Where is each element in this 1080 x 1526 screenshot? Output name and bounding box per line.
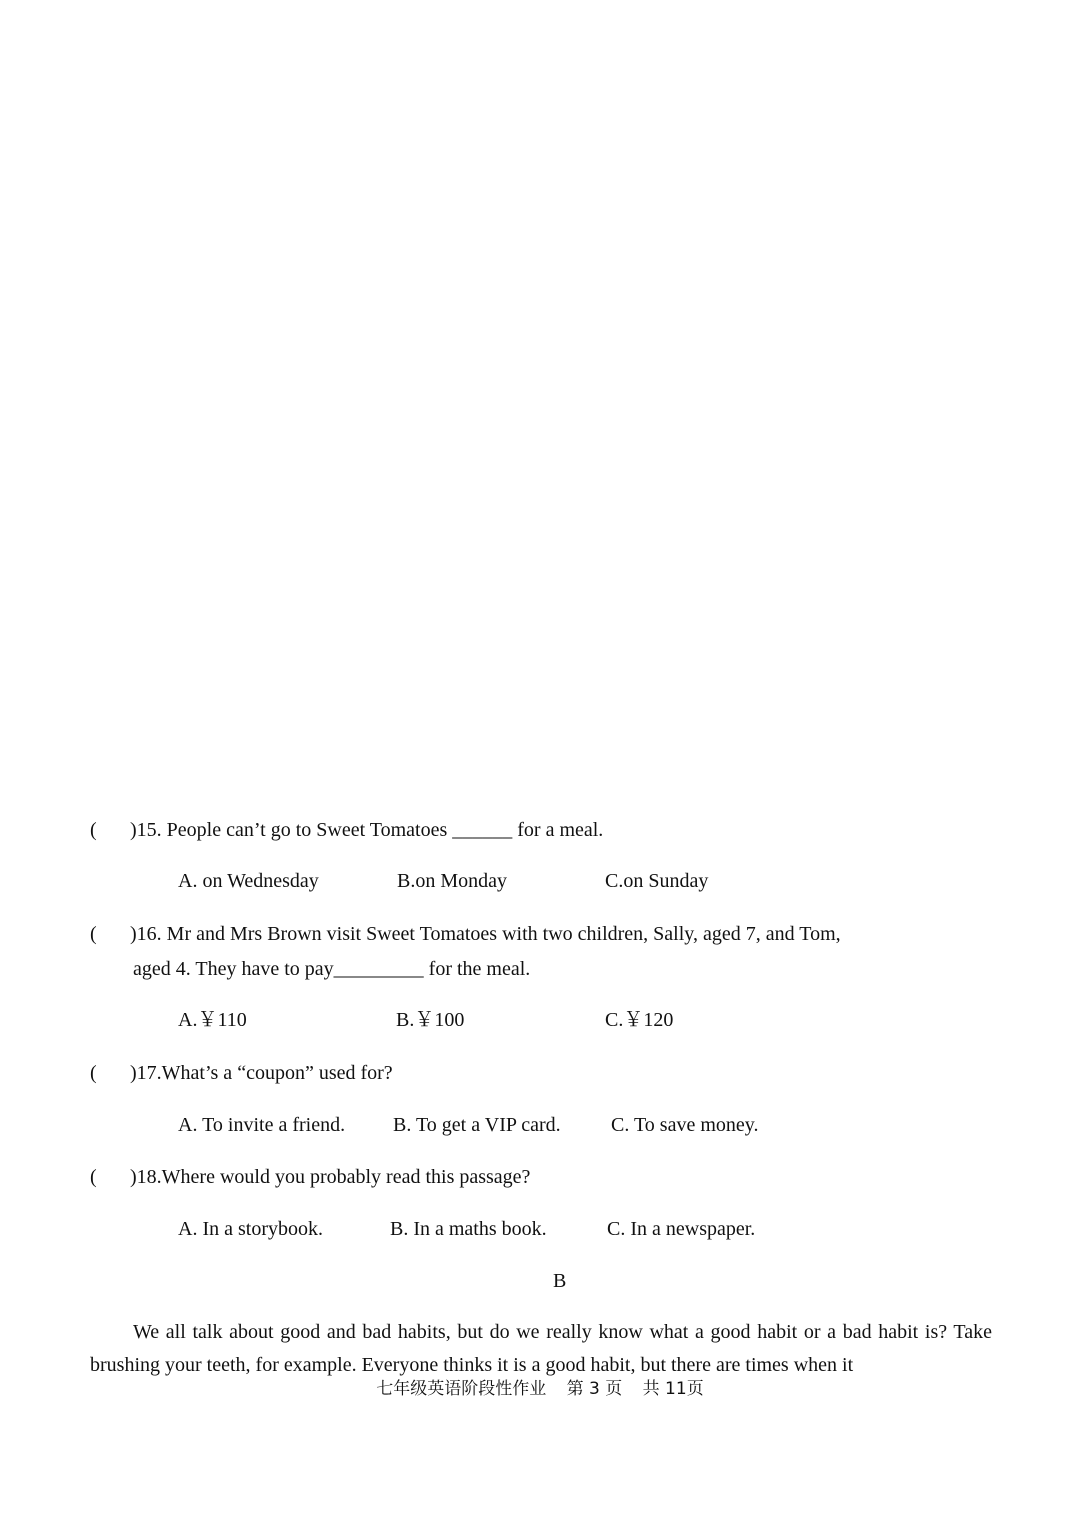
answer-bracket: ( [90, 923, 97, 945]
question-16-continuation: aged 4. They have to pay_________ for the meal. [133, 958, 531, 980]
footer-total-pages: 共 11页 [642, 1379, 704, 1399]
option-b: B.￥100 [396, 1009, 465, 1031]
option-b: B.on Monday [397, 870, 507, 892]
question-16 [90, 921, 841, 947]
section-b-paragraph: We all talk about good and bad habits, but do we really know what a good habit or a bad habit is? Take brushing your teeth, for example. Everyone thinks it is a good habit, but there are times when it [90, 1321, 992, 1376]
question-stem: )18.Where would you probably read this passage? [130, 1166, 531, 1188]
question-stem: )15. People can’t go to Sweet Tomatoes ______ for a meal. [130, 819, 604, 841]
option-c: C.￥120 [605, 1009, 674, 1031]
option-a: A. In a storybook. [178, 1218, 323, 1240]
option-b: B. To get a VIP card. [393, 1114, 561, 1136]
answer-bracket: ( [90, 819, 97, 841]
question-stem: )17.What’s a “coupon” used for? [130, 1062, 393, 1084]
answer-bracket: ( [90, 1062, 97, 1084]
section-b-title: B [553, 1270, 567, 1292]
page-footer [0, 1378, 1080, 1400]
footer-doc-title: 七年级英语阶段性作业 [376, 1379, 547, 1399]
option-c: C. In a newspaper. [607, 1218, 756, 1240]
question-stem: )16. Mr and Mrs Brown visit Sweet Tomatoes with two children, Sally, aged 7, and Tom, [130, 923, 841, 945]
option-c: C.on Sunday [605, 870, 709, 892]
option-c: C. To save money. [611, 1114, 759, 1136]
footer-page-number: 第 3 页 [566, 1379, 623, 1399]
question-17 [90, 1060, 393, 1086]
answer-bracket: ( [90, 1166, 97, 1188]
option-a: A.￥110 [178, 1009, 247, 1031]
option-a: A. on Wednesday [178, 870, 319, 892]
question-15 [90, 817, 603, 843]
option-a: A. To invite a friend. [178, 1114, 346, 1136]
option-b: B. In a maths book. [390, 1218, 547, 1240]
question-18 [90, 1164, 530, 1190]
